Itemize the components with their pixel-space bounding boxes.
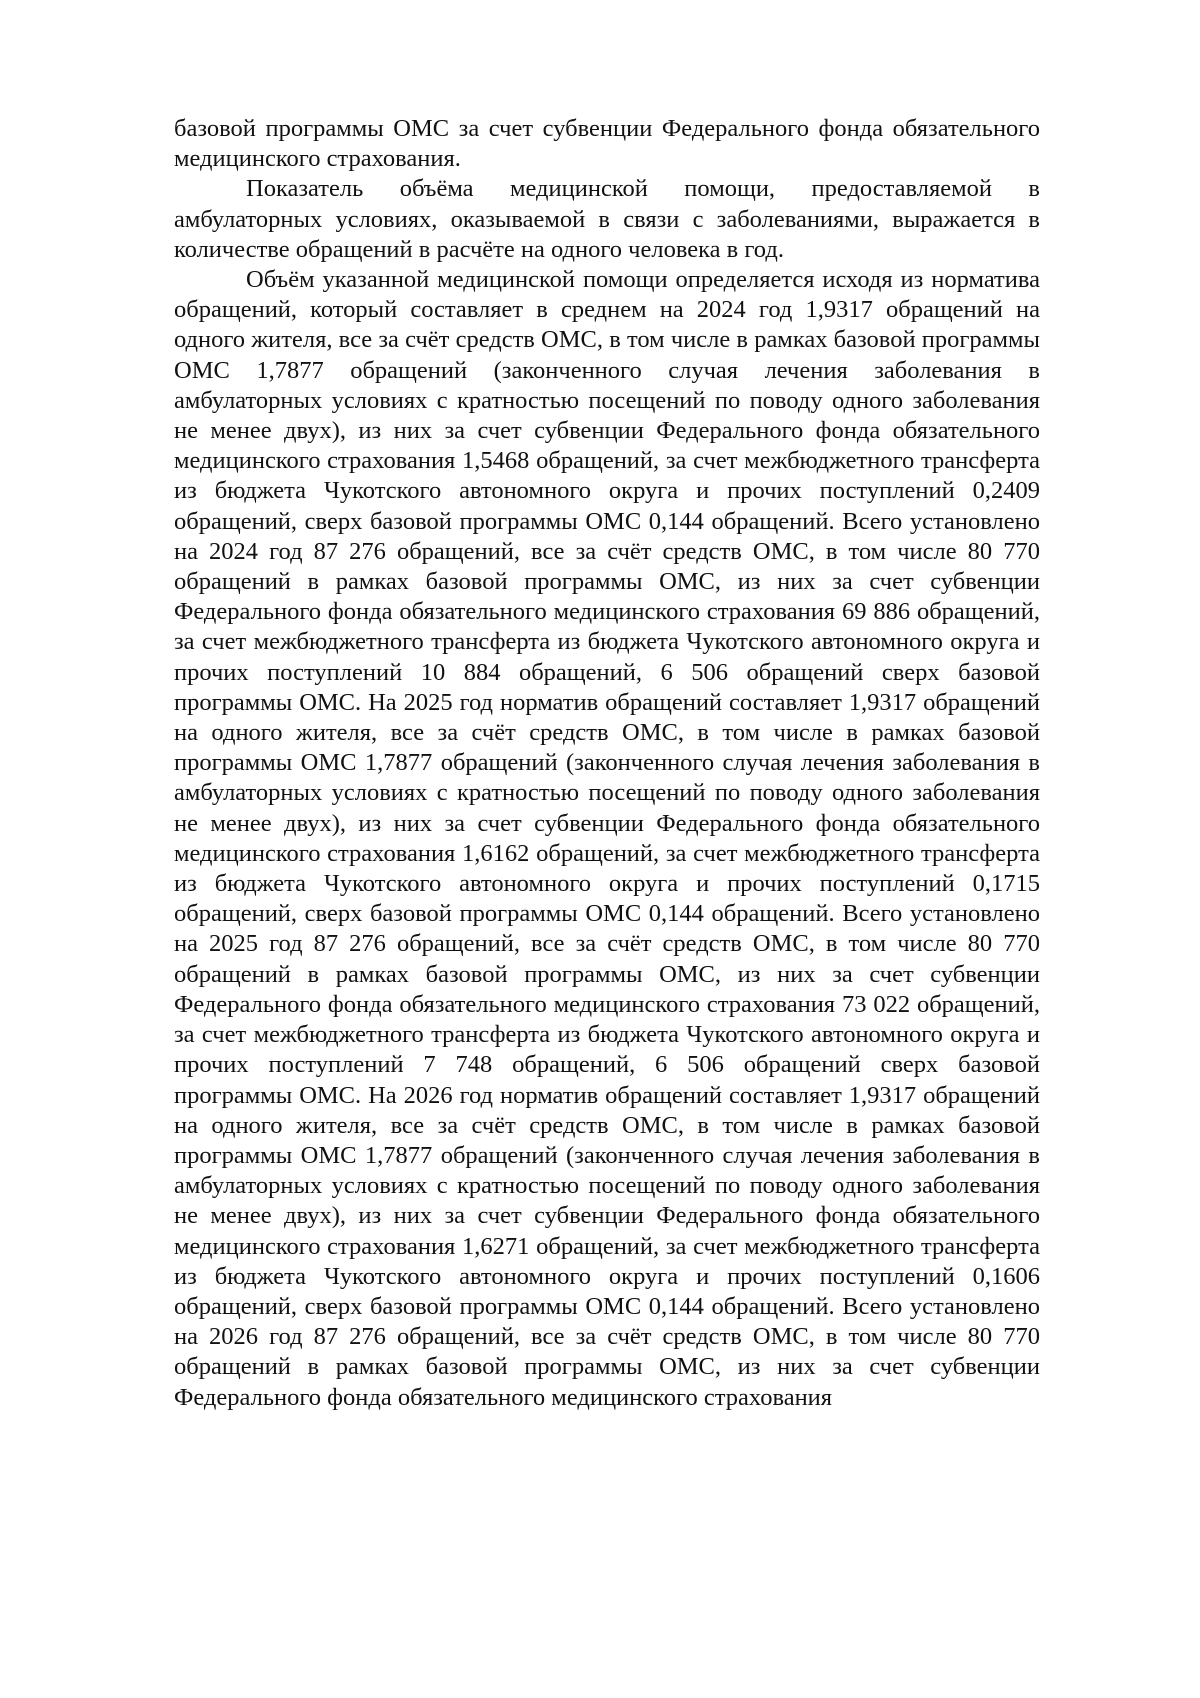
paragraph-volume-norms: Объём указанной медицинской помощи определяется исходя из норматива обращений, который составляет в среднем на 2024 год 1,9317 обращений на одного жителя, все за счёт средств ОМС, в том числе в рамках базовой программы ОМС 1,7877 обращений (законченного случая лечения заболевания в амбулаторных условиях с кратностью посещений по поводу одного заболевания не менее двух), из них за счет субвенции Федерального фонда обязательного медицинского страхования 1,5468 обращений, за счет межбюджетного трансферта из бюджета Чукотского автономного округа и прочих поступлений 0,2409 обращений, сверх базовой программы ОМС 0,144 обращений. Всего установлено на 2024 год 87 276 обращений, все за счёт средств ОМС, в том числе 80 770 обращений в рамках базовой программы ОМС, из них за счет субвенции Федерального фонда обязательного медицинского страхования 69 886 обращений, за счет межбюджетного трансферта из бюджета Чукотского автономного округа и прочих поступлений 10 884 обращений, 6 506 обращений сверх базовой программы ОМС. На 2025 год норматив обращений составляет 1,9317 обращений на одного жителя, все за счёт средств ОМС, в том числе в рамках базовой программы ОМС 1,7877 обращений (законченного случая лечения заболевания в амбулаторных условиях с кратностью посещений по поводу одного заболевания не менее двух), из них за счет субвенции Федерального фонда обязательного медицинского страхования 1,6162 обращений, за счет межбюджетного трансферта из бюджета Чукотского автономного округа и прочих поступлений 0,1715 обращений, сверх базовой программы ОМС 0,144 обращений. Всего установлено на 2025 год 87 276 обращений, все за счёт средств ОМС, в том числе 80 770 обращений в рамках базовой программы ОМС, из них за счет субвенции Федерального фонда обязательного медицинского страхования 73 022 обращений, за счет межбюджетного трансферта из бюджета Чукотского автономного округа и прочих поступлений 7 748 обращений, 6 506 обращений сверх базовой программы ОМС. На 2026 год норматив обращений составляет 1,9317 обращений на одного жителя, все за счёт средств ОМС, в том числе в рамках базовой программы ОМС 1,7877 обращений (законченного случая лечения заболевания в амбулаторных условиях с кратностью посещений по поводу одного заболевания не менее двух), из них за счет субвенции Федерального фонда обязательного медицинского страхования 1,6271 обращений, за счет межбюджетного трансферта из бюджета Чукотского автономного округа и прочих поступлений 0,1606 обращений, сверх базовой программы ОМС 0,144 обращений. Всего установлено на 2026 год 87 276 обращений, все за счёт средств ОМС, в том числе 80 770 обращений в рамках базовой программы ОМС, из них за счет субвенции Федерального фонда обязательного медицинского страхования bbox=[174, 266, 1040, 1411]
paragraph-indicator-definition: Показатель объёма медицинской помощи, предоставляемой в амбулаторных условиях, оказываемой в связи с заболеваниями, выражается в количестве обращений в расчёте на одного человека в год. bbox=[174, 175, 1040, 263]
document-page bbox=[174, 114, 1040, 1413]
paragraph-continuation: базовой программы ОМС за счет субвенции Федерального фонда обязательного медицинского страхования. bbox=[174, 115, 1040, 173]
